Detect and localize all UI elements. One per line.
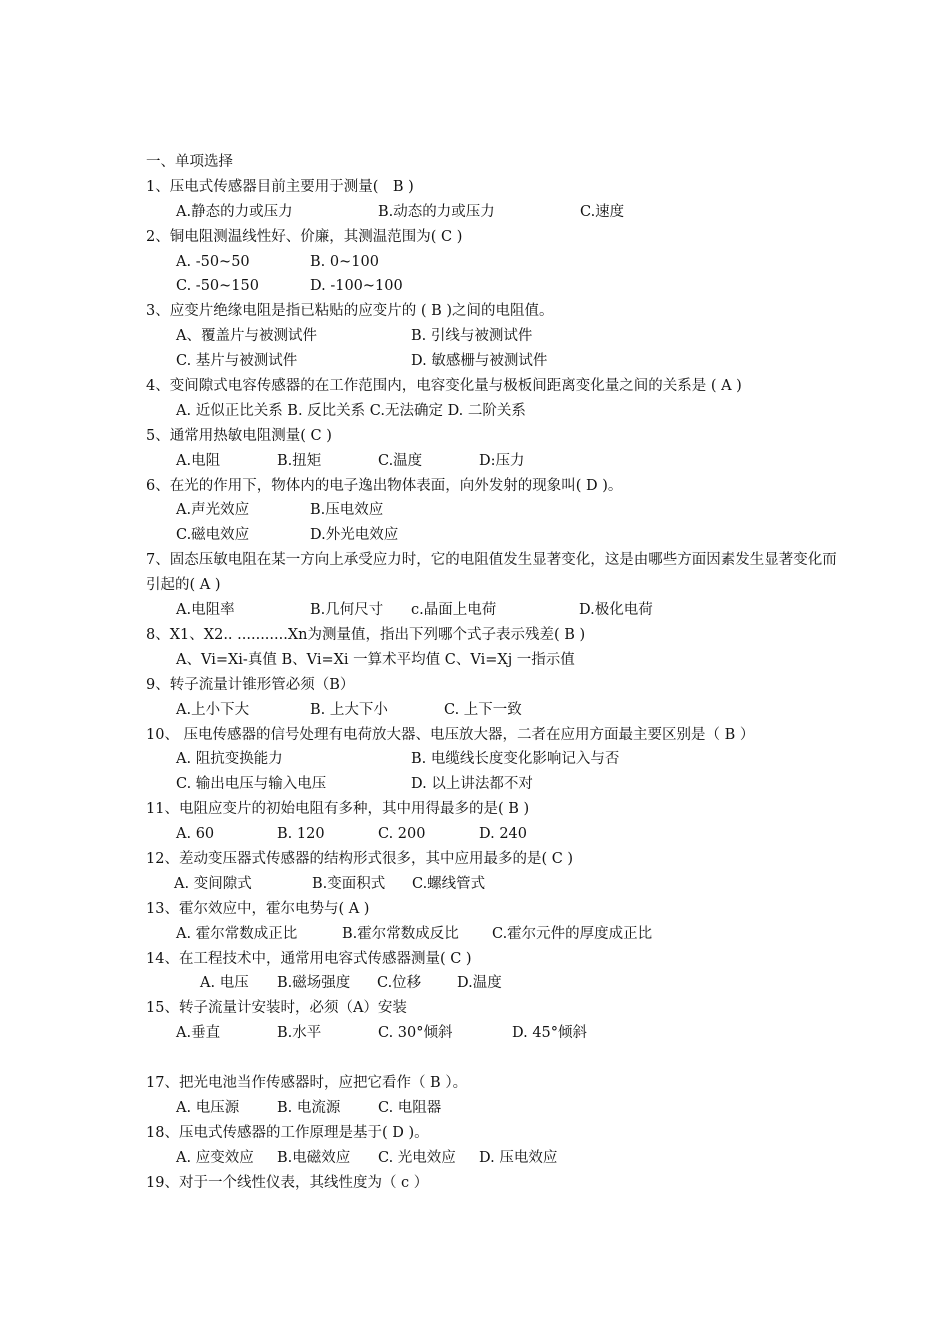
option-9a: A.上小下大 — [176, 701, 250, 718]
options-5 — [146, 449, 846, 474]
question-list — [146, 150, 846, 1195]
question-18: 18、压电式传感器的工作原理是基于( D )。 — [146, 1124, 429, 1141]
option-1b: B.动态的力或压力 — [378, 203, 495, 220]
options-17 — [146, 1096, 846, 1121]
question-13: 13、霍尔效应中，霍尔电势与( A ) — [146, 900, 370, 917]
option-13a: A. 霍尔常数成正比 — [176, 925, 298, 942]
question-1: 1、压电式传感器目前主要用于测量( B ) — [146, 178, 414, 195]
option-6c: C.磁电效应 — [176, 527, 250, 544]
option-2c: C. -50~150 — [176, 278, 259, 295]
options-6-row2 — [146, 523, 846, 548]
option-6a: A.声光效应 — [176, 502, 250, 519]
option-12c: C.螺线管式 — [412, 875, 486, 892]
option-15a: A.垂直 — [176, 1025, 221, 1042]
options-1 — [146, 200, 846, 225]
options-3-row2 — [146, 349, 846, 374]
options-10-row1 — [146, 747, 846, 772]
option-13b: B.霍尔常数成反比 — [342, 925, 459, 942]
option-2d: D. -100~100 — [310, 278, 403, 295]
option-18a: A. 应变效应 — [176, 1149, 254, 1166]
option-9b: B. 上大下小 — [310, 701, 388, 718]
option-3d: D. 敏感栅与被测试件 — [411, 353, 548, 370]
options-3-row1 — [146, 324, 846, 349]
option-11c: C. 200 — [378, 826, 426, 843]
options-4 — [146, 399, 846, 424]
option-9c: C. 上下一致 — [444, 701, 522, 718]
question-17: 17、把光电池当作传感器时，应把它看作（ B ）。 — [146, 1075, 468, 1091]
option-1a: A.静态的力或压力 — [176, 203, 293, 220]
options-8 — [146, 648, 846, 673]
option-10d: D. 以上讲法都不对 — [411, 776, 533, 793]
options-18 — [146, 1146, 846, 1171]
options-14 — [146, 971, 846, 996]
option-11d: D. 240 — [479, 826, 528, 843]
option-2b: B. 0~100 — [310, 253, 379, 270]
question-15: 15、转子流量计安装时，必须（A）安装 — [146, 1000, 407, 1017]
option-17a: A. 电压源 — [176, 1099, 240, 1116]
option-18c: C. 光电效应 — [378, 1149, 456, 1166]
question-9: 9、转子流量计锥形管必须（B） — [146, 676, 355, 693]
options-6-row1 — [146, 498, 846, 523]
option-5c: C.温度 — [378, 452, 423, 469]
option-14c: C.位移 — [377, 975, 422, 992]
option-5b: B.扭矩 — [277, 452, 322, 469]
option-7c: c.晶面上电荷 — [411, 602, 497, 619]
option-15c: C. 30°倾斜 — [378, 1025, 453, 1042]
blank-line — [146, 1046, 846, 1071]
question-6: 6、在光的作用下，物体内的电子逸出物体表面，向外发射的现象叫( D )。 — [146, 477, 623, 494]
option-10c: C. 输出电压与输入电压 — [176, 776, 327, 793]
option-5d: D:压力 — [479, 452, 525, 469]
options-2-row2 — [146, 274, 846, 299]
option-5a: A.电阻 — [176, 452, 221, 469]
option-13c: C.霍尔元件的厚度成正比 — [492, 925, 653, 942]
options-12 — [146, 872, 846, 897]
option-10a: A. 阻抗变换能力 — [176, 751, 283, 768]
option-14a: A. 电压 — [200, 975, 249, 992]
options-11 — [146, 822, 846, 847]
question-4: 4、变间隙式电容传感器的在工作范围内，电容变化量与极板间距离变化量之间的关系是 ( A ) — [146, 378, 742, 395]
question-8: 8、X1、X2.. ...........Xn为测量值，指出下列哪个式子表示残差( B ) — [146, 626, 586, 643]
option-11a: A. 60 — [176, 826, 215, 843]
option-3b: B. 引线与被测试件 — [411, 328, 533, 345]
options-10-row2 — [146, 772, 846, 797]
option-11b: B. 120 — [277, 826, 325, 843]
option-15b: B.水平 — [277, 1025, 322, 1042]
option-3c: C. 基片与被测试件 — [176, 353, 298, 370]
option-7a: A.电阻率 — [176, 602, 235, 619]
option-8-all: A、Vi=Xi-真值 B、Vi=Xi 一算术平均值 C、Vi=Xj 一指示值 — [176, 651, 575, 668]
option-10b: B. 电缆线长度变化影响记入与否 — [411, 751, 620, 768]
options-9 — [146, 698, 846, 723]
option-14b: B.磁场强度 — [277, 975, 351, 992]
option-18b: B.电磁效应 — [277, 1149, 351, 1166]
question-19: 19、对于一个线性仪表，其线性度为（ c ） — [146, 1174, 429, 1191]
option-7d: D.极化电荷 — [579, 602, 653, 619]
options-2-row1 — [146, 250, 846, 275]
option-17b: B. 电流源 — [277, 1099, 341, 1116]
question-2: 2、铜电阻测温线性好、价廉，其测温范围为( C ) — [146, 228, 463, 245]
option-12a: A. 变间隙式 — [174, 875, 252, 892]
option-2a: A. -50~50 — [176, 253, 250, 270]
option-17c: C. 电阻器 — [378, 1099, 442, 1116]
option-15d: D. 45°倾斜 — [512, 1025, 588, 1042]
option-3a: A、覆盖片与被测试件 — [176, 328, 317, 345]
options-7 — [146, 598, 846, 623]
question-11: 11、电阻应变片的初始电阻有多种，其中用得最多的是( B ) — [146, 801, 530, 818]
question-10: 10、 压电传感器的信号处理有电荷放大器、电压放大器，二者在应用方面最主要区别是（ B ） — [146, 726, 755, 743]
option-18d: D. 压电效应 — [479, 1149, 558, 1166]
option-4-all: A. 近似正比关系 B. 反比关系 C.无法确定 D. 二阶关系 — [176, 402, 526, 419]
option-1c: C.速度 — [580, 203, 625, 220]
section-title: 一、单项选择 — [146, 154, 233, 170]
option-7b: B.几何尺寸 — [310, 602, 384, 619]
question-12: 12、差动变压器式传感器的结构形式很多，其中应用最多的是( C ) — [146, 850, 574, 867]
options-15 — [146, 1021, 846, 1046]
options-13 — [146, 922, 846, 947]
option-14d: D.温度 — [457, 975, 502, 992]
question-3: 3、应变片绝缘电阻是指已粘贴的应变片的 ( B )之间的电阻值。 — [146, 303, 554, 320]
option-12b: B.变面积式 — [312, 875, 386, 892]
question-7: 7、固态压敏电阻在某一方向上承受应力时，它的电阻值发生显著变化，这是由哪些方面因素发生显著变化而引起的( A ) — [146, 552, 837, 594]
question-5: 5、通常用热敏电阻测量( C ) — [146, 427, 332, 444]
question-14: 14、在工程技术中，通常用电容式传感器测量( C ) — [146, 950, 472, 967]
option-6d: D.外光电效应 — [310, 527, 399, 544]
option-6b: B.压电效应 — [310, 502, 384, 519]
